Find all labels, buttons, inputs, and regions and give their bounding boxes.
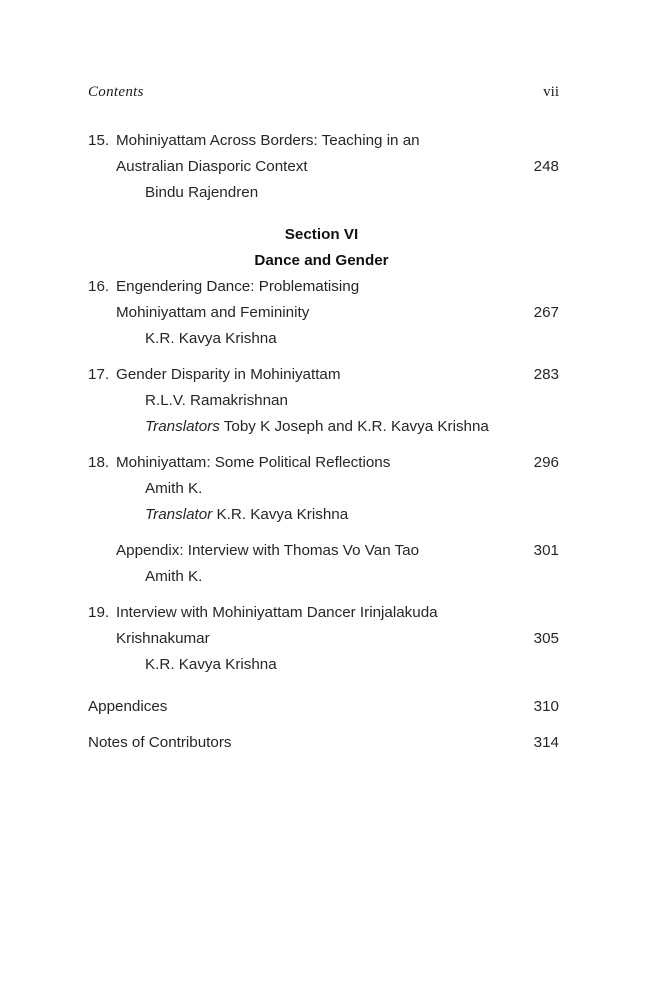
entry-page: 305: [533, 630, 559, 647]
entry-page: 267: [533, 304, 559, 321]
entry-author: Amith K.: [145, 568, 203, 585]
spacer: [88, 352, 559, 362]
entry-author: Amith K.: [145, 480, 203, 497]
table-of-contents: [88, 128, 559, 756]
toc-entry[interactable]: [88, 274, 559, 352]
entry-author: K.R. Kavya Krishna: [145, 656, 277, 673]
entry-author: Bindu Rajendren: [145, 184, 259, 201]
entry-page: 248: [533, 158, 559, 175]
entry-author: K.R. Kavya Krishna: [145, 330, 277, 347]
entry-number: 17.: [88, 366, 110, 383]
section-heading-line-1: Section VI: [284, 226, 359, 243]
entry-title-line: Appendix: Interview with Thomas Vo Van Tao: [116, 542, 420, 559]
back-matter-page: 314: [533, 734, 559, 751]
toc-entry[interactable]: [88, 450, 559, 528]
entry-number: 16.: [88, 278, 110, 295]
translator-label: Translator: [145, 506, 213, 523]
section-heading-line-2: Dance and Gender: [254, 252, 389, 269]
spacer: [88, 528, 559, 538]
entry-title-line: Krishnakumar: [116, 630, 210, 647]
entry-number: 15.: [88, 132, 110, 149]
back-matter-page: 310: [533, 698, 559, 715]
translator-label: Translators: [145, 418, 220, 435]
entry-title-line: Gender Disparity in Mohiniyattam: [116, 366, 341, 383]
entry-number: 19.: [88, 604, 110, 621]
entry-author: R.L.V. Ramakrishnan: [145, 392, 288, 409]
entry-translator: [116, 502, 527, 528]
back-matter-title: Appendices: [88, 698, 168, 715]
back-matter-row[interactable]: [88, 730, 559, 756]
toc-entry[interactable]: [88, 538, 559, 590]
entry-title-line: Australian Diasporic Context: [116, 158, 308, 175]
entry-title-line: Mohiniyattam and Femininity: [116, 304, 310, 321]
toc-entry[interactable]: [88, 362, 559, 440]
entry-title-line: Mohiniyattam Across Borders: Teaching in an: [116, 132, 420, 149]
entry-title-line: Engendering Dance: Problematising: [116, 278, 360, 295]
entry-number: 18.: [88, 454, 110, 471]
entry-title-line: Interview with Mohiniyattam Dancer Irinjalakuda: [116, 604, 438, 621]
translator-names: K.R. Kavya Krishna: [216, 506, 349, 523]
back-matter-row[interactable]: [88, 694, 559, 720]
entry-page: 296: [533, 454, 559, 471]
entry-page: 283: [533, 366, 559, 383]
running-head: [88, 84, 559, 106]
running-head-title: Contents: [88, 84, 144, 100]
spacer: [88, 590, 559, 600]
entry-title-line: Mohiniyattam: Some Political Reflections: [116, 454, 391, 471]
entry-translator: [116, 414, 527, 440]
spacer: [88, 440, 559, 450]
translator-names: Toby K Joseph and K.R. Kavya Krishna: [223, 418, 489, 435]
back-matter-title: Notes of Contributors: [88, 734, 232, 751]
spacer: [88, 206, 559, 222]
entry-page: 301: [533, 542, 559, 559]
spacer: [88, 678, 559, 694]
running-head-folio: vii: [543, 84, 559, 100]
page-content: [88, 0, 559, 1000]
spacer: [88, 720, 559, 730]
toc-entry[interactable]: [88, 600, 559, 678]
toc-entry[interactable]: [88, 128, 559, 206]
